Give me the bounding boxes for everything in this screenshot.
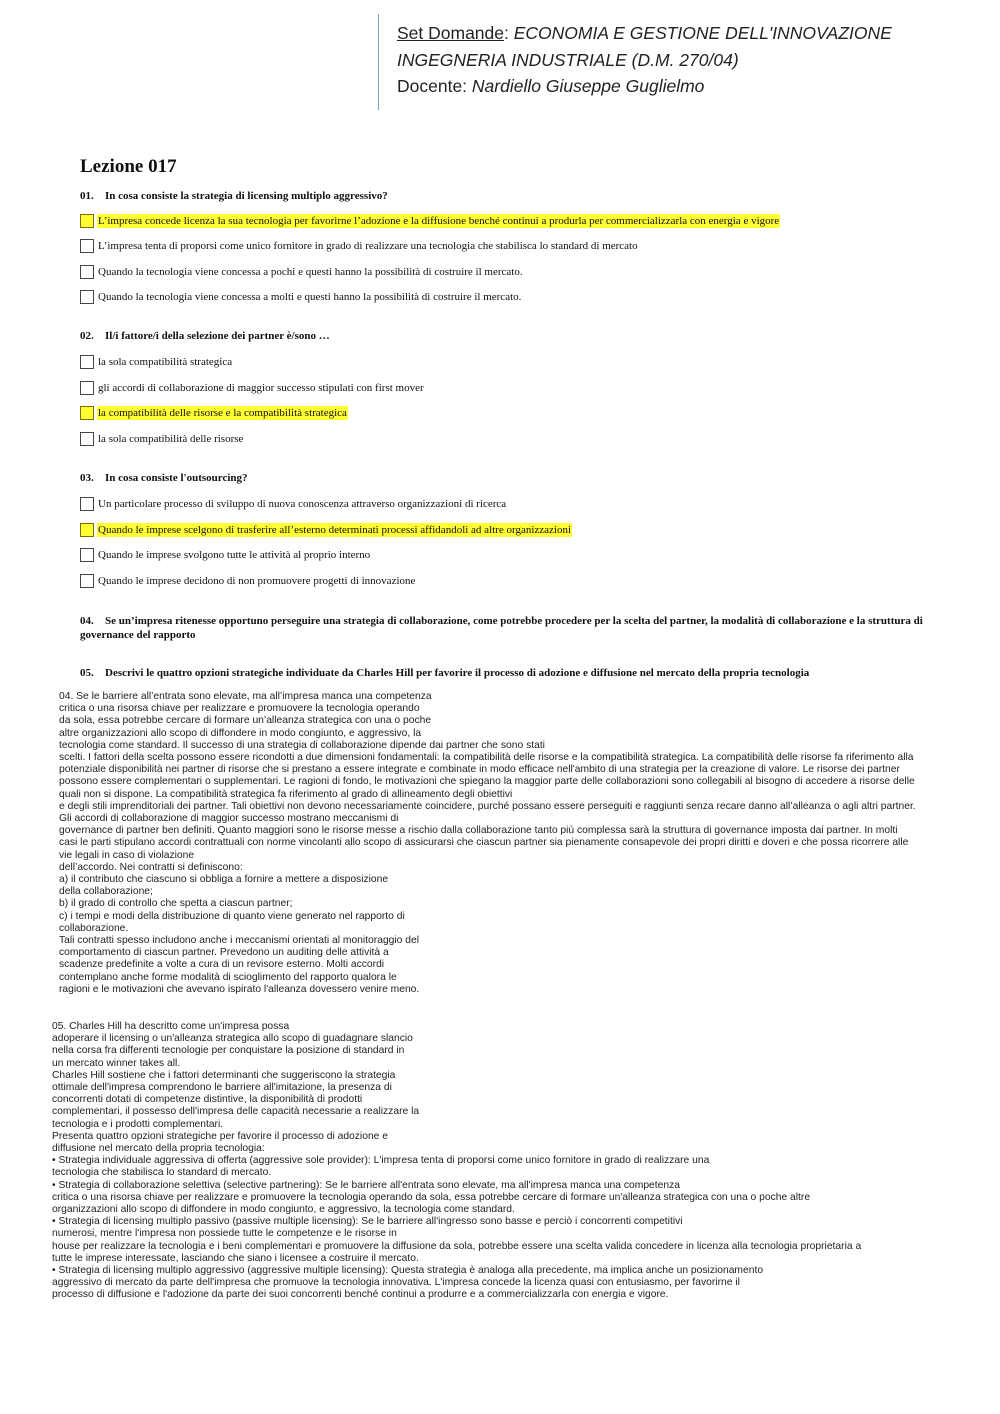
answer-line: tutte le imprese interessate, lasciando che siano i licensee a costruire il mercato. bbox=[52, 1252, 419, 1264]
answer-line: Presenta quattro opzioni strategiche per favorire il processo di adozione e bbox=[52, 1130, 388, 1142]
checkbox[interactable] bbox=[80, 548, 94, 562]
answer-line: a) il contributo che ciascuno si obbliga a fornire a mettere a disposizione bbox=[59, 874, 389, 886]
checkbox[interactable] bbox=[80, 432, 94, 446]
teacher-name: Nardiello Giuseppe Guglielmo bbox=[471, 76, 705, 96]
answer-line: Charles Hill sostiene che i fattori determinanti che suggeriscono la strategia bbox=[52, 1069, 396, 1081]
course-line bbox=[397, 47, 978, 74]
answer-line: tecnologia che stabilisca lo standard di mercato. bbox=[52, 1167, 272, 1179]
question-number: 01. bbox=[80, 190, 94, 202]
answer-05-text bbox=[52, 1021, 861, 1302]
answer-line: ottimale dell'impresa comprendono le barriere all'imitazione, la presenza di bbox=[52, 1082, 392, 1094]
set-title-line: Set Domande: ECONOMIA E GESTIONE DELL'INNOVAZIONE bbox=[397, 23, 892, 43]
answer-line: un mercato winner takes all. bbox=[52, 1057, 181, 1069]
answer-line: quali non si dispone. La compatibilità strategica fa riferimento al grado di allineamento degli obiettivi bbox=[59, 788, 513, 800]
question-02 bbox=[80, 329, 930, 343]
answer-line: aggressivo di mercato da parte dell'impresa che promuove la tecnologia innovativa. L'impresa concede la licenza quasi con entusiasmo, per favorirne il bbox=[52, 1277, 740, 1289]
answer-option-text: Quando le imprese scelgono di trasferire all’esterno determinati processi affidandoli ad altre organizzazioni bbox=[98, 523, 572, 536]
answer-option-text: L’impresa tenta di proporsi come unico fornitore in grado di realizzare una tecnologia che stabilisca lo standard di mercato bbox=[98, 239, 638, 252]
answer-line: 05. Charles Hill ha descritto come un'impresa possa bbox=[52, 1021, 290, 1032]
question-text: Descrivi le quattro opzioni strategiche individuate da Charles Hill per favorire il processo di adozione e diffusione nel mercato della propria tecnologia bbox=[105, 667, 810, 679]
answer-option[interactable] bbox=[80, 496, 507, 511]
answer-option-text: gli accordi di collaborazione di maggior successo stipulati con first mover bbox=[98, 381, 424, 394]
answer-line: critica o una risorsa chiave per realizzare e promuovere la tecnologia operando da sola, essa potrebbe cercare di formare un'alleanza strategica con una o poche altre bbox=[52, 1191, 811, 1203]
lesson-title: Lezione 017 bbox=[80, 156, 177, 177]
checkbox[interactable] bbox=[80, 523, 94, 537]
answer-line: organizzazioni allo scopo di diffondere in modo congiunto, e aggressivo, la tecnologia come standard. bbox=[52, 1204, 515, 1216]
answer-line: ragioni e le motivazioni che avevano ispirato l'alleanza dovessero venire meno. bbox=[59, 983, 420, 995]
teacher-line bbox=[397, 73, 978, 100]
answer-04-text bbox=[59, 691, 916, 996]
question-number: 04. bbox=[80, 615, 94, 627]
answer-line: diffusione nel mercato della propria tecnologia: bbox=[52, 1143, 265, 1155]
checkbox[interactable] bbox=[80, 239, 94, 253]
set-title: ECONOMIA E GESTIONE DELL'INNOVAZIONE bbox=[513, 23, 892, 43]
answer-line: nella corsa fra differenti tecnologie per conquistare la posizione di standard in bbox=[52, 1045, 405, 1057]
question-number: 02. bbox=[80, 330, 94, 342]
teacher-label: Docente: bbox=[397, 76, 468, 96]
question-01 bbox=[80, 189, 930, 203]
question-number: 03. bbox=[80, 472, 94, 484]
answer-line: • Strategia di collaborazione selettiva (selective partnering): Se le barriere all'entrata sono elevate, ma all'impresa manca una competenza bbox=[52, 1179, 680, 1191]
checkbox[interactable] bbox=[80, 381, 94, 395]
checkbox[interactable] bbox=[80, 214, 94, 228]
answer-line: possono essere complementari o supplementari. Le ragioni di fondo, le motivazioni che spiegano la maggior parte delle collaborazioni sono collegabili al bisogno di accedere a risorse delle bbox=[59, 776, 915, 788]
answer-option-text: Quando la tecnologia viene concessa a molti e questi hanno la possibilità di costruire il mercato. bbox=[98, 290, 522, 303]
checkbox[interactable] bbox=[80, 290, 94, 304]
answer-option-text: Quando le imprese decidono di non promuovere progetti di innovazione bbox=[98, 574, 416, 587]
answer-line: • Strategia di licensing multiplo passivo (passive multiple licensing): Se le barriere all'ingresso sono basse e perciò i concorrenti competitivi bbox=[52, 1216, 683, 1228]
question-text: Il/i fattore/i della selezione dei partner è/sono … bbox=[105, 330, 330, 342]
answer-option[interactable] bbox=[80, 573, 416, 588]
answer-line: governance di partner ben definiti. Quanto maggiori sono le risorse messe a rischio dalla collaborazione tanto più complessa sarà la struttura di governance imposta dai partner. In molti bbox=[59, 825, 898, 837]
answer-line: concorrenti dotati di competenze distintive, la disponibilità di prodotti bbox=[52, 1094, 363, 1106]
answer-option-text: Un particolare processo di sviluppo di nuova conoscenza attraverso organizzazioni di ricerca bbox=[98, 497, 507, 510]
answer-line: critica o una risorsa chiave per realizzare e promuovere la tecnologia operando bbox=[59, 703, 420, 715]
answer-line: processo di diffusione e l'adozione da parte dei suoi concorrenti benché continui a produrre e a commercializzarla con energia e vigore. bbox=[52, 1289, 669, 1301]
answer-option[interactable] bbox=[80, 522, 572, 537]
answer-option[interactable] bbox=[80, 213, 780, 228]
answer-line: collaborazione. bbox=[59, 922, 129, 934]
document-header bbox=[378, 14, 978, 110]
checkbox[interactable] bbox=[80, 406, 94, 420]
course-name: INGEGNERIA INDUSTRIALE (D.M. 270/04) bbox=[397, 49, 739, 70]
answer-line: • Strategia individuale aggressiva di offerta (aggressive sole provider): L'impresa tenta di proporsi come unico fornitore in grado di realizzare una bbox=[52, 1155, 710, 1167]
answer-line: tecnologia e i prodotti complementari. bbox=[52, 1118, 224, 1130]
answer-line: house per realizzare la tecnologia e i beni complementari e promuovere la diffusione da sola, potrebbe essere una scelta valida concedere in licenza alla tecnologia proprietaria a bbox=[52, 1240, 862, 1252]
answer-line: contemplano anche forme modalità di scioglimento del rapporto qualora le bbox=[59, 971, 397, 983]
question-text: In cosa consiste la strategia di licensing multiplo aggressivo? bbox=[105, 190, 388, 202]
set-label: Set Domande bbox=[397, 23, 505, 43]
answer-option-text: la compatibilità delle risorse e la compatibilità strategica bbox=[98, 406, 347, 419]
answer-line: e degli stili imprenditoriali dei partner. Tali obiettivi non devono necessariamente coincidere, purché possano essere perseguiti e raggiunti senza recare danno all’alleanza o agli altri partner. bbox=[59, 800, 916, 812]
answer-line: comportamento di ciascun partner. Prevedono un auditing delle attività a bbox=[59, 947, 389, 959]
answer-line: altre organizzazioni allo scopo di diffondere in modo congiunto, e aggressivo, la bbox=[59, 727, 422, 739]
answer-line: c) i tempi e modi della distribuzione di quanto viene generato nel rapporto di bbox=[59, 910, 405, 922]
answer-line: vie legali in caso di violazione bbox=[59, 849, 195, 861]
answer-option-text: la sola compatibilità delle risorse bbox=[98, 432, 244, 445]
answer-line: tecnologia come standard. Il successo di una strategia di collaborazione dipende dai partner che sono stati bbox=[59, 739, 545, 751]
answer-line: • Strategia di licensing multiplo aggressivo (aggressive multiple licensing): Questa strategia è analoga alla precedente, ma implica anche un posizionamento bbox=[52, 1265, 764, 1277]
checkbox[interactable] bbox=[80, 574, 94, 588]
question-number: 05. bbox=[80, 667, 94, 679]
answer-line: numerosi, mentre l'impresa non possiede tutte le competenze e le risorse in bbox=[52, 1228, 397, 1240]
answer-line: complementari, il possesso dell'impresa delle capacità necessarie a realizzare la bbox=[52, 1106, 420, 1118]
question-03 bbox=[80, 471, 930, 485]
question-text: In cosa consiste l'outsourcing? bbox=[105, 472, 248, 484]
answer-line: della collaborazione; bbox=[59, 886, 153, 898]
checkbox[interactable] bbox=[80, 265, 94, 279]
answer-option[interactable] bbox=[80, 380, 425, 395]
answer-option-text: la sola compatibilità strategica bbox=[98, 355, 233, 368]
answer-line: scadenze predefinite a volte a cura di un revisore esterno. Molti accordi bbox=[59, 959, 385, 971]
answer-line: da sola, essa potrebbe cercare di formare un’alleanza strategica con una o poche bbox=[59, 715, 432, 727]
answer-option-text: L’impresa concede licenza la sua tecnologia per favorirne l’adozione e la diffusione benché continui a produrla per commercializzarla con energia e vigore bbox=[98, 214, 780, 227]
answer-option[interactable] bbox=[80, 289, 522, 304]
answer-option[interactable] bbox=[80, 547, 371, 562]
answer-line: casi le parti stipulano accordi contrattuali con norme vincolanti allo scopo di assicurarsi che ciascun partner sia pienamente consapevole dei propri diritti e doveri e che possa ricorrere alle bbox=[59, 837, 909, 849]
answer-line: Tali contratti spesso includono anche i meccanismi orientati al monitoraggio del bbox=[59, 935, 420, 947]
answer-line: 04. Se le barriere all’entrata sono elevate, ma all’impresa manca una competenza bbox=[59, 691, 432, 702]
answer-line: Gli accordi di collaborazione di maggior successo mostrano meccanismi di bbox=[59, 813, 399, 825]
answer-option[interactable] bbox=[80, 264, 524, 279]
answer-line: potenziale disponibilità nei partner di risorse che si prestano a essere integrate e combinate in modo efficace nell'ambito di una strategia per la creazione di valore. Le risorse dei partner bbox=[59, 764, 900, 776]
answer-option-text: Quando le imprese svolgono tutte le attività al proprio interno bbox=[98, 548, 371, 561]
answer-line: b) il grado di controllo che spetta a ciascun partner; bbox=[59, 898, 293, 910]
question-text: Se un’impresa ritenesse opportuno perseguire una strategia di collaborazione, come potrebbe procedere per la scelta del partner, la modalità di collaborazione e la struttura di governance del rapporto bbox=[80, 615, 923, 641]
answer-line: scelti. I fattori della scelta possono essere ricondotti a due dimensioni fondamentali: la compatibilità delle risorse e la compatibilità strategica. La compatibilità delle risorse fa riferimento alla bbox=[59, 752, 914, 764]
answer-line: dell’accordo. Nei contratti si definiscono: bbox=[59, 861, 243, 873]
checkbox[interactable] bbox=[80, 497, 94, 511]
answer-option-text: Quando la tecnologia viene concessa a pochi e questi hanno la possibilità di costruire il mercato. bbox=[98, 265, 523, 278]
answer-option[interactable] bbox=[80, 354, 233, 369]
answer-option[interactable] bbox=[80, 431, 244, 446]
question-04 bbox=[80, 614, 930, 642]
answer-line: adoperare il licensing o un'alleanza strategica allo scopo di guadagnare slancio bbox=[52, 1033, 413, 1045]
question-05 bbox=[80, 666, 930, 680]
answer-option[interactable] bbox=[80, 238, 639, 253]
checkbox[interactable] bbox=[80, 355, 94, 369]
answer-option[interactable] bbox=[80, 405, 348, 420]
